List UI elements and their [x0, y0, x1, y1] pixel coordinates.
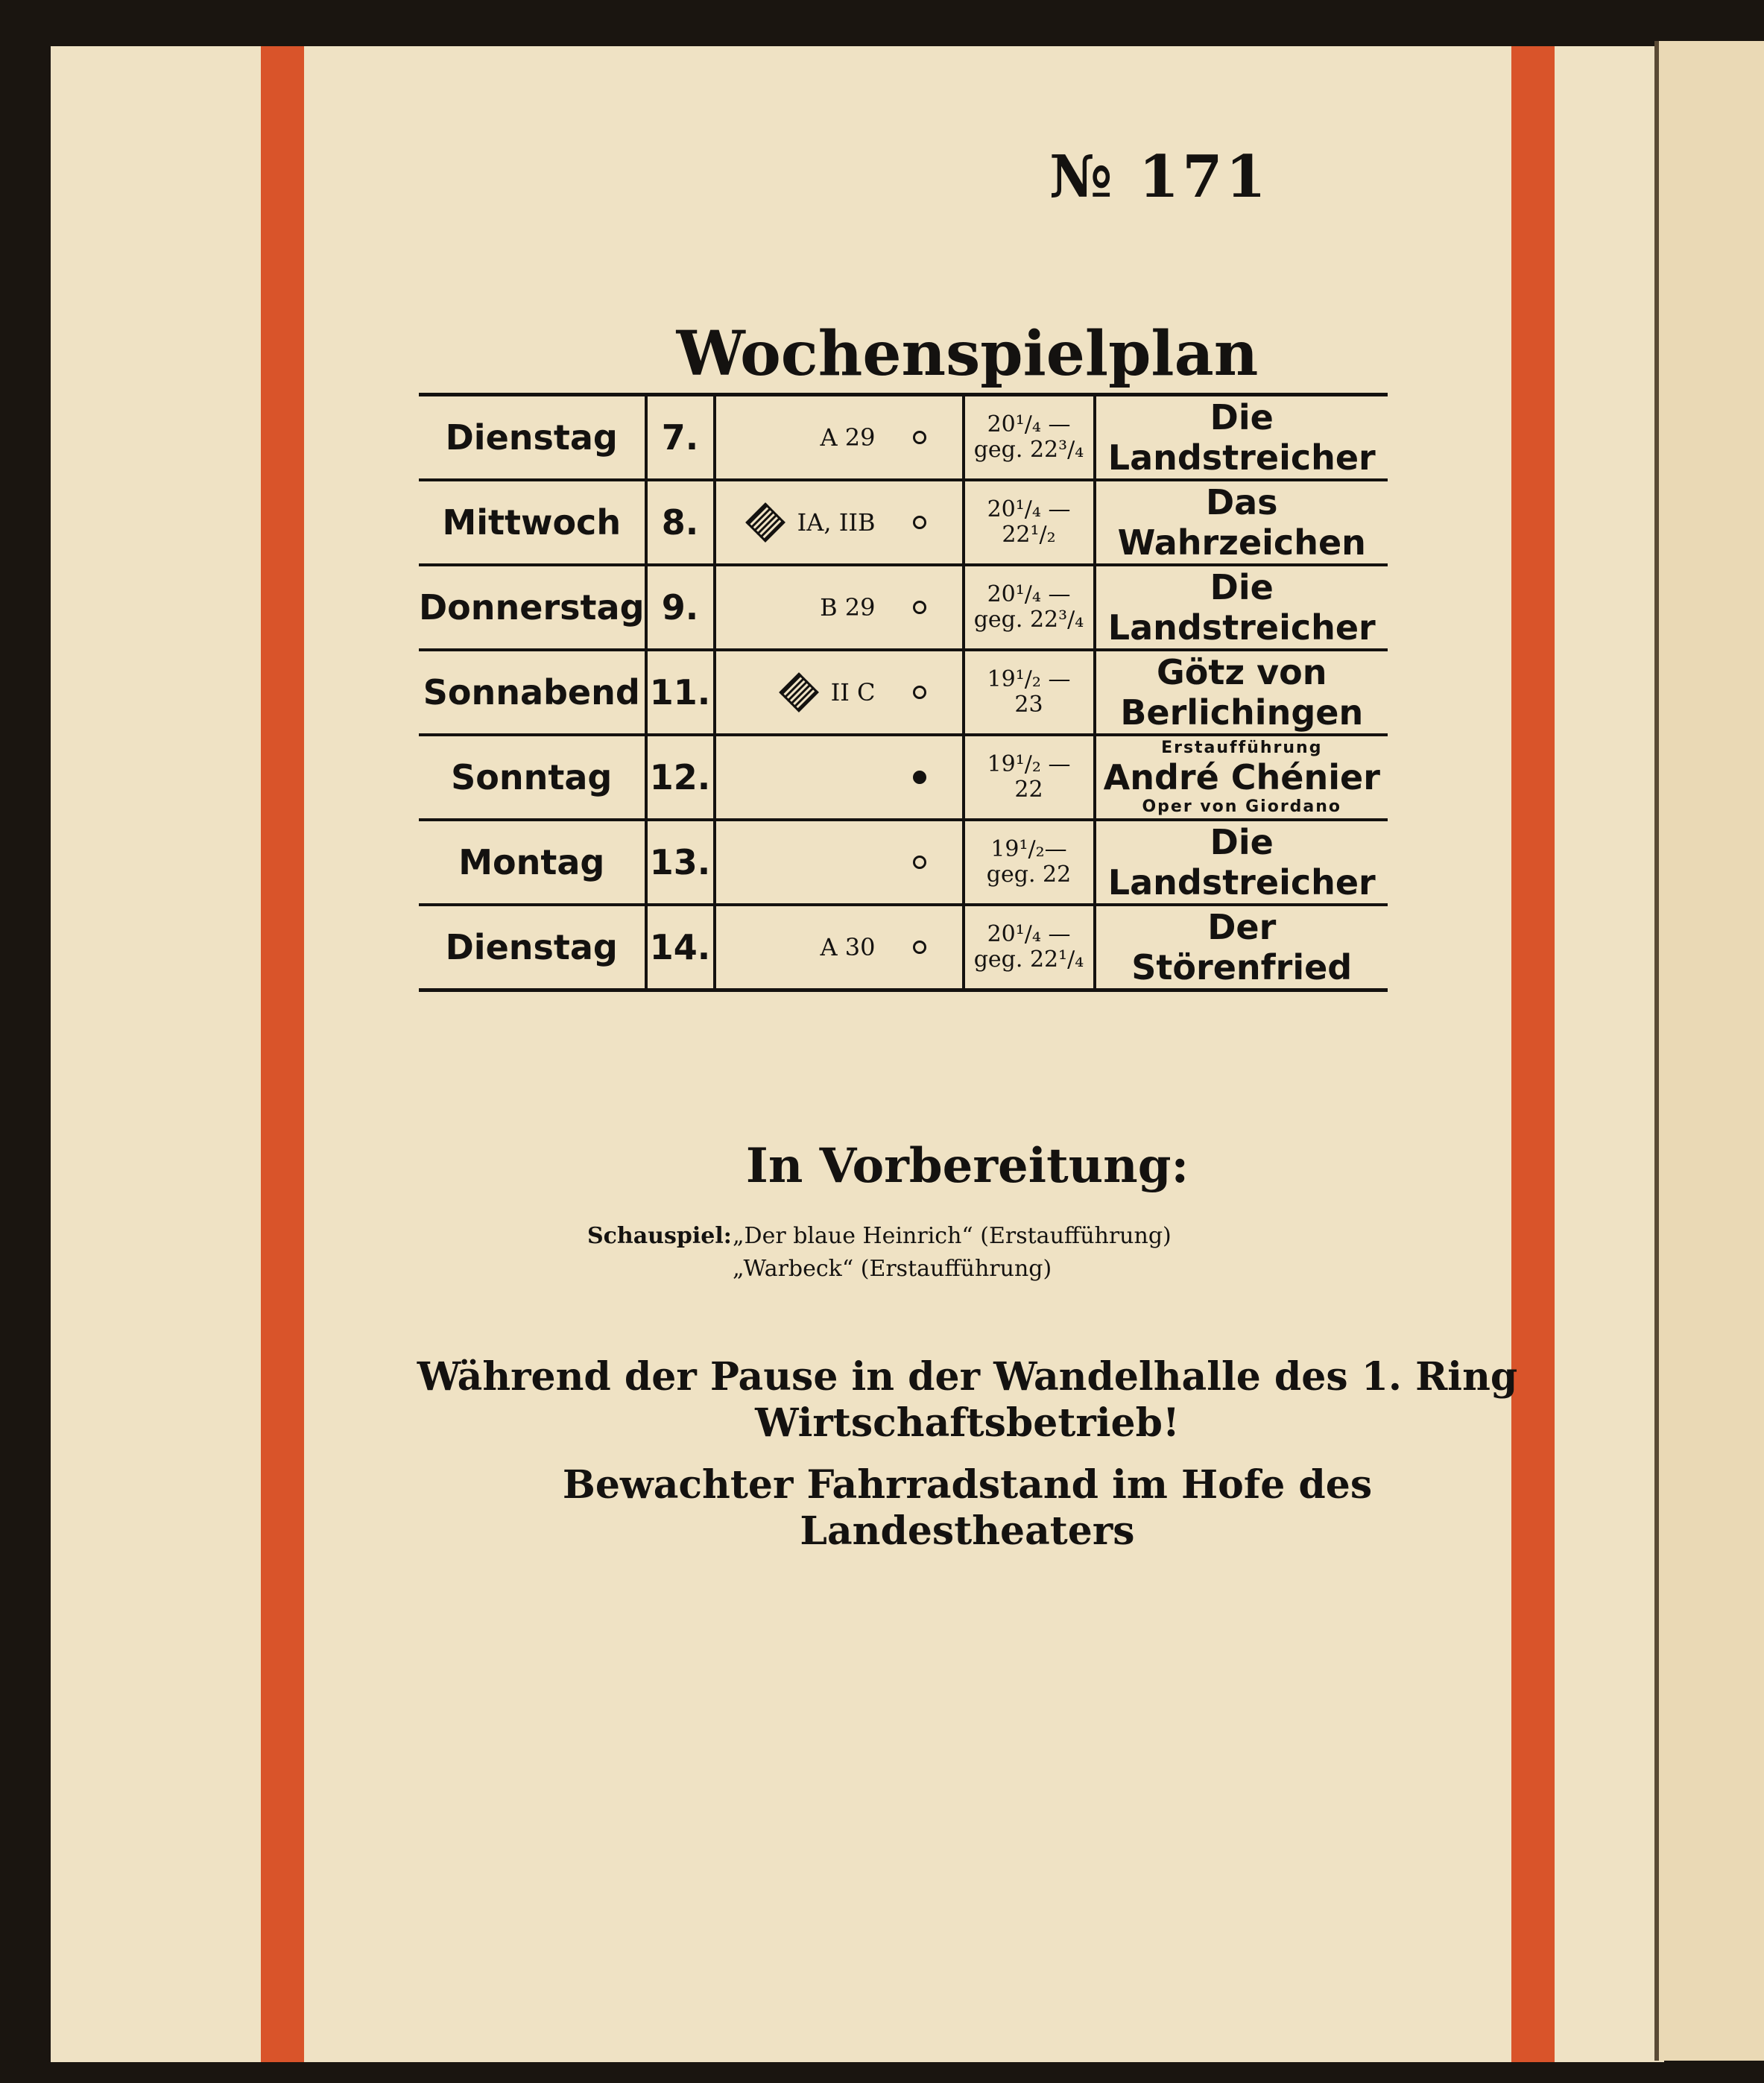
time-cell	[964, 735, 1095, 820]
page-title: Wochenspielplan	[676, 318, 1259, 390]
time-start: 19¹/₂—	[990, 835, 1067, 862]
date-cell: 8.	[646, 480, 715, 565]
subscription-cell	[715, 650, 964, 735]
subscription-label: B 29	[820, 593, 876, 622]
schedule-row	[419, 735, 1388, 820]
intermission-notice: Während der Pause in der Wandelhalle des 1. Ring Wirtschaftsbetrieb!	[417, 1354, 1518, 1447]
date-cell: 9.	[646, 565, 715, 650]
subscription-cell	[715, 395, 964, 481]
play-title: Die Landstreicher	[1107, 822, 1376, 903]
circle-icon	[913, 686, 926, 699]
play-cell	[1095, 820, 1388, 905]
time-cell	[964, 650, 1095, 735]
schedule-table	[419, 393, 1388, 992]
play-title: André Chénier	[1103, 757, 1380, 797]
preparation-title: In Vorbereitung:	[745, 1138, 1189, 1194]
ring-emblem-icon	[779, 672, 819, 712]
schedule-row	[419, 905, 1388, 990]
play-cell	[1095, 735, 1388, 820]
play-subtitle: Oper von Giordano	[1142, 797, 1342, 816]
time-start: 20¹/₄ —	[987, 581, 1071, 607]
time-end: geg. 22³/₄	[973, 607, 1084, 633]
subscription-label: IA, IIB	[797, 508, 876, 537]
time-end: 22¹/₂	[1002, 522, 1056, 548]
time-end: geg. 22	[986, 862, 1072, 888]
play-title: Die Landstreicher	[1107, 397, 1376, 478]
schedule-row	[419, 820, 1388, 905]
subscription-label: A 30	[820, 933, 876, 961]
date-cell: 14.	[646, 905, 715, 990]
time-start: 20¹/₄ —	[987, 411, 1071, 437]
day-cell: Dienstag	[419, 395, 646, 481]
circle-icon	[913, 601, 926, 614]
time-start: 19¹/₂ —	[987, 666, 1071, 692]
schedule-row	[419, 565, 1388, 650]
day-cell: Mittwoch	[419, 480, 646, 565]
time-cell	[964, 820, 1095, 905]
preparation-list	[587, 1220, 1172, 1285]
circle-icon	[913, 516, 926, 529]
subscription-cell	[715, 820, 964, 905]
time-cell	[964, 480, 1095, 565]
subscription-cell	[715, 565, 964, 650]
time-cell	[964, 565, 1095, 650]
play-cell	[1095, 650, 1388, 735]
day-cell: Dienstag	[419, 905, 646, 990]
date-cell: 13.	[646, 820, 715, 905]
preparation-label: Schauspiel:	[587, 1223, 732, 1249]
bicycle-notice: Bewachter Fahrradstand im Hofe des Landestheaters	[562, 1462, 1373, 1555]
preparation-line-1	[587, 1220, 1172, 1253]
time-cell	[964, 395, 1095, 481]
subscription-label: II C	[830, 678, 876, 707]
issue-number: № 171	[1049, 143, 1269, 211]
time-end: geg. 22¹/₄	[973, 946, 1084, 973]
circle-icon	[913, 941, 926, 954]
date-cell: 7.	[646, 395, 715, 481]
adjacent-page-edge	[1654, 41, 1764, 2061]
time-end: 22	[1014, 777, 1043, 803]
date-cell: 11.	[646, 650, 715, 735]
subscription-label: A 29	[820, 423, 876, 452]
page-content	[51, 46, 1664, 2062]
day-cell: Donnerstag	[419, 565, 646, 650]
circle-icon	[913, 431, 926, 444]
play-cell	[1095, 905, 1388, 990]
schedule-row	[419, 650, 1388, 735]
play-title: Die Landstreicher	[1107, 567, 1376, 648]
day-cell: Sonntag	[419, 735, 646, 820]
time-start: 20¹/₄ —	[987, 496, 1071, 522]
time-end: 23	[1014, 692, 1043, 718]
schedule-row	[419, 480, 1388, 565]
date-cell: 12.	[646, 735, 715, 820]
day-cell: Sonnabend	[419, 650, 646, 735]
time-cell	[964, 905, 1095, 990]
day-cell: Montag	[419, 820, 646, 905]
play-title: Das Wahrzeichen	[1117, 482, 1366, 563]
schedule-row	[419, 395, 1388, 481]
subscription-cell	[715, 905, 964, 990]
time-start: 19¹/₂ —	[987, 750, 1071, 777]
subscription-cell	[715, 735, 964, 820]
subscription-cell	[715, 480, 964, 565]
play-title: Götz von Berlichingen	[1120, 652, 1364, 733]
play-cell	[1095, 395, 1388, 481]
preparation-item: „Der blaue Heinrich“ (Erstaufführung)	[733, 1223, 1172, 1249]
play-note: Erstaufführung	[1161, 739, 1323, 757]
play-title: Der Störenfried	[1131, 907, 1353, 987]
preparation-line-2	[587, 1253, 1172, 1286]
preparation-item: „Warbeck“ (Erstaufführung)	[733, 1255, 1052, 1282]
ring-emblem-icon	[745, 502, 785, 543]
play-cell	[1095, 480, 1388, 565]
time-end: geg. 22³/₄	[973, 437, 1084, 463]
circle-icon	[913, 771, 926, 784]
program-page	[51, 46, 1664, 2062]
circle-icon	[913, 856, 926, 869]
time-start: 20¹/₄ —	[987, 920, 1071, 947]
play-cell	[1095, 565, 1388, 650]
